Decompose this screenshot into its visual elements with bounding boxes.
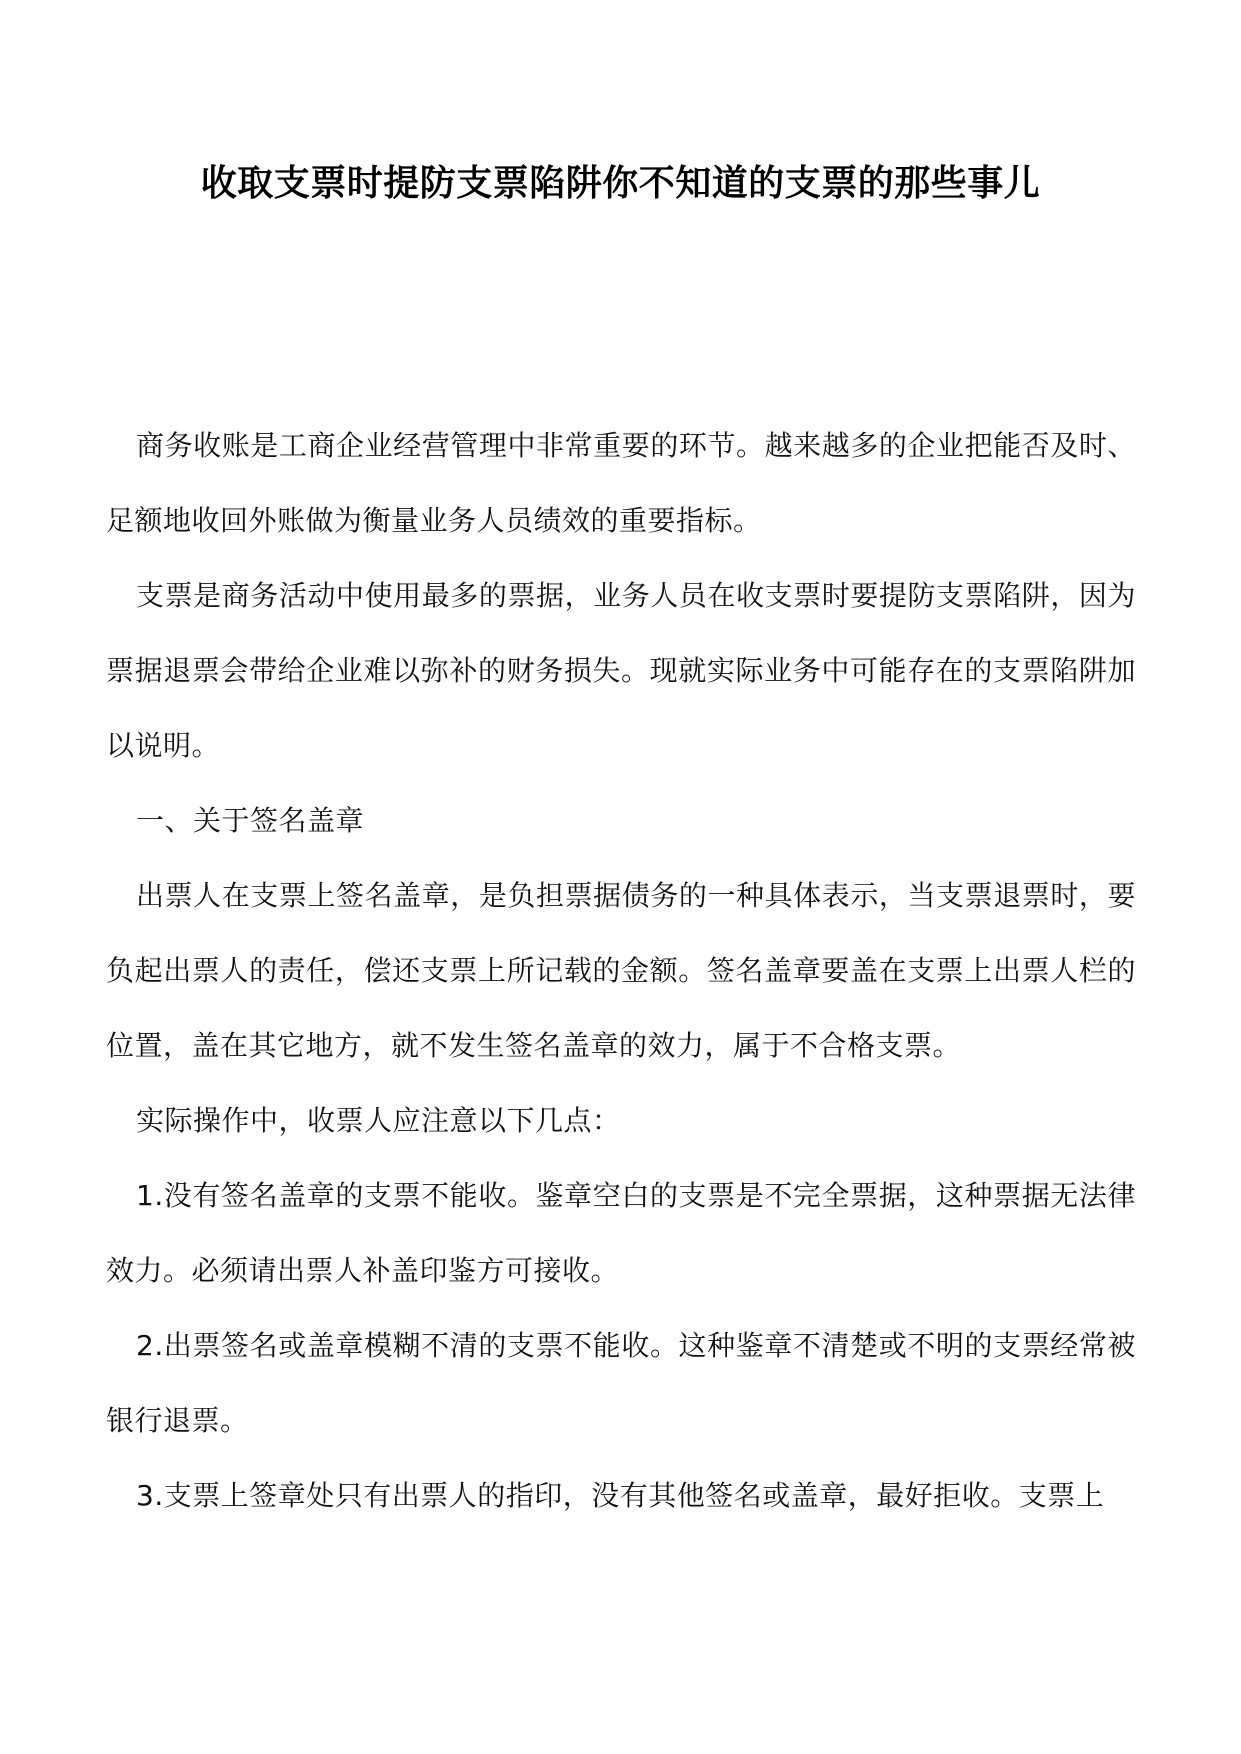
list-item: 3.支票上签章处只有出票人的指印，没有其他签名或盖章，最好拒收。支票上 [136,1479,1105,1512]
section-heading: 一、关于签名盖章 [136,804,365,837]
document-body [106,408,1136,1533]
document-title: 收取支票时提防支票陷阱你不知道的支票的那些事儿 [200,163,1041,204]
list-item: 1.没有签名盖章的支票不能收。鉴章空白的支票是不完全票据，这种票据无法律效力。必须请出票人补盖印鉴方可接收。 [106,1179,1136,1287]
paragraph: 支票是商务活动中使用最多的票据，业务人员在收支票时要提防支票陷阱，因为票据退票会带给企业难以弥补的财务损失。现就实际业务中可能存在的支票陷阱加以说明。 [106,579,1136,762]
paragraph: 实际操作中，收票人应注意以下几点： [136,1104,621,1137]
list-item: 2.出票签名或盖章模糊不清的支票不能收。这种鉴章不清楚或不明的支票经常被银行退票。 [106,1329,1136,1437]
paragraph: 商务收账是工商企业经营管理中非常重要的环节。越来越多的企业把能否及时、足额地收回外账做为衡量业务人员绩效的重要指标。 [106,429,1136,537]
paragraph: 出票人在支票上签名盖章，是负担票据债务的一种具体表示，当支票退票时，要负起出票人的责任，偿还支票上所记载的金额。签名盖章要盖在支票上出票人栏的位置，盖在其它地方，就不发生签名盖章的效力，属于不合格支票。 [106,879,1136,1062]
